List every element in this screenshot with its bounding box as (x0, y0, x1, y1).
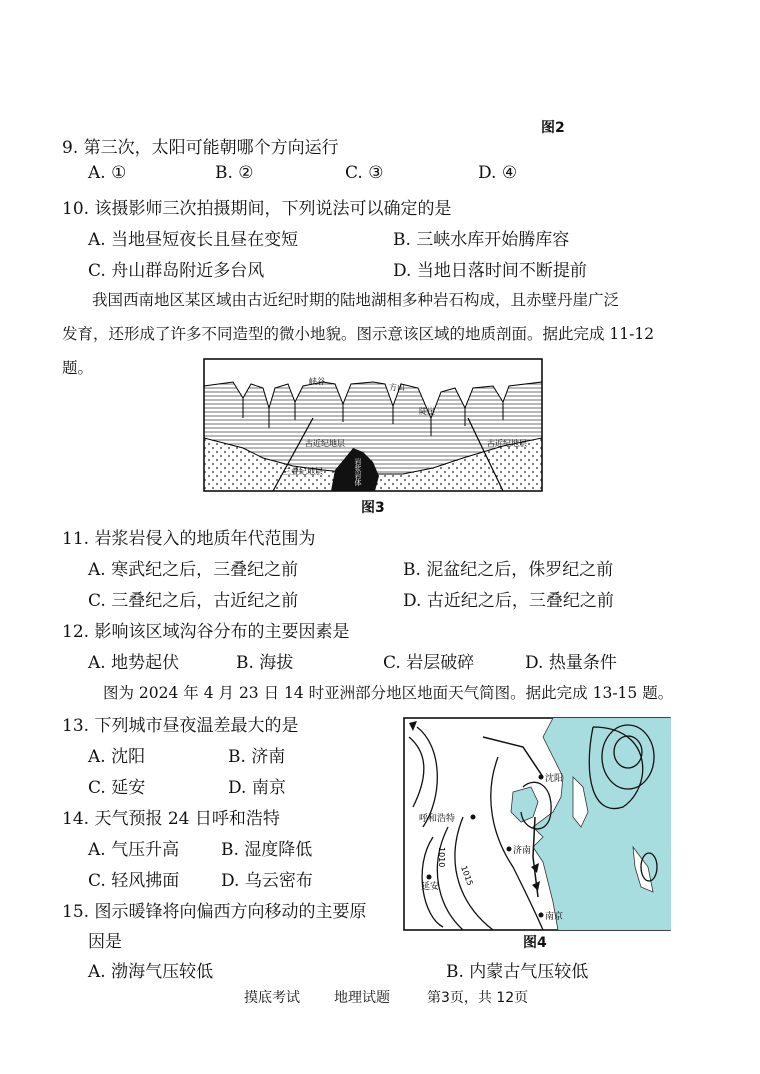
fig2-caption: 图2 (541, 120, 565, 136)
q12-option-b: B. 海拔 (236, 653, 294, 673)
q10-option-b: B. 三峡水库开始腾库容 (393, 230, 570, 250)
q11-option-b: B. 泥盆纪之后，侏罗纪之前 (403, 560, 614, 580)
q13-stem: 13. 下列城市昼夜温差最大的是 (62, 716, 299, 736)
intro2: 图为 2024 年 4 月 23 日 14 时亚洲部分地区地面天气简图。据此完成 13-15 题。 (103, 684, 674, 702)
q9-option-b: B. ② (215, 163, 254, 183)
fig4-city-hohhot: 呼和浩特 (419, 814, 456, 824)
fig3-label-cliff: 陡崖 (419, 407, 435, 416)
fig3-caption: 图3 (361, 500, 385, 516)
q14-option-a: A. 气压升高 (88, 840, 180, 860)
intro1-line3: 题。 (62, 359, 94, 377)
intro1-line1: 我国西南地区某区域由古近纪时期的陆地湖相多种岩石构成，且赤壁丹崖广泛 (92, 291, 620, 309)
q10-option-c: C. 舟山群岛附近多台风 (88, 261, 265, 281)
q13-option-b: B. 济南 (228, 747, 286, 767)
fig3-label-mesa: 方山 (389, 383, 405, 392)
q12-option-a: A. 地势起伏 (88, 653, 180, 673)
q9-option-c: C. ③ (345, 163, 384, 183)
q9-option-a: A. ① (88, 163, 127, 183)
footer-subject: 地理试题 (334, 990, 390, 1006)
q10-option-a: A. 当地昼短夜长且昼在变短 (88, 230, 299, 250)
q9-stem: 9. 第三次，太阳可能朝哪个方向运行 (62, 138, 339, 158)
fig4-isobar-label-2: 1015 (459, 864, 475, 887)
fig3-label-triassic: 三叠纪地层 (283, 467, 323, 476)
q13-option-a: A. 沈阳 (88, 747, 146, 767)
q13-option-c: C. 延安 (88, 778, 146, 798)
q15-option-a: A. 渤海气压较低 (88, 962, 214, 982)
q11-stem: 11. 岩浆岩侵入的地质年代范围为 (62, 529, 316, 549)
fig3-label-paleogene-right: 古近纪地层 (487, 439, 527, 448)
q11-option-a: A. 寒武纪之后，三叠纪之前 (88, 560, 299, 580)
q14-option-b: B. 湿度降低 (221, 840, 313, 860)
q14-option-c: C. 轻风拂面 (88, 871, 180, 891)
q9-option-d: D. ④ (478, 163, 518, 183)
q13-option-d: D. 南京 (228, 778, 286, 798)
q15-stem-line2: 因是 (88, 932, 122, 952)
fig3-label-intrusion: 岩浆岩体 (354, 458, 362, 486)
fig4-city-jinan: 济南 (513, 846, 532, 856)
fig3-label-paleogene-left: 古近纪地层 (305, 439, 345, 448)
q12-option-d: D. 热量条件 (525, 653, 617, 673)
q14-stem: 14. 天气预报 24 日呼和浩特 (62, 809, 280, 829)
q11-option-d: D. 古近纪之后，三叠纪之前 (403, 591, 614, 611)
fig4-isobar-label-1: 1010 (437, 847, 446, 868)
intro1-line2: 发育，还形成了许多不同造型的微小地貌。图示意该区域的地质剖面。据此完成 11-12 (62, 325, 655, 343)
fig3-geologic-section (203, 358, 543, 492)
fig3-label-gorge: 峡谷 (309, 377, 325, 386)
q11-option-c: C. 三叠纪之后，古近纪之前 (88, 591, 299, 611)
q10-option-d: D. 当地日落时间不断提前 (393, 261, 587, 281)
footer-page: 第3页，共 12页 (427, 990, 529, 1006)
q15-stem-line1: 15. 图示暖锋将向偏西方向移动的主要原 (62, 902, 367, 922)
fig4-weather-map (403, 717, 671, 931)
q12-option-c: C. 岩层破碎 (383, 653, 475, 673)
q14-option-d: D. 乌云密布 (221, 871, 313, 891)
footer-exam: 摸底考试 (244, 990, 300, 1006)
q12-stem: 12. 影响该区域沟谷分布的主要因素是 (62, 622, 350, 642)
fig4-caption: 图4 (523, 935, 547, 951)
fig4-city-nanjing: 南京 (545, 912, 564, 922)
q15-option-b: B. 内蒙古气压较低 (446, 962, 589, 982)
fig4-city-shenyang: 沈阳 (545, 774, 564, 784)
fig4-city-yanan: 延安 (421, 882, 440, 892)
q10-stem: 10. 该摄影师三次拍摄期间，下列说法可以确定的是 (62, 199, 452, 219)
